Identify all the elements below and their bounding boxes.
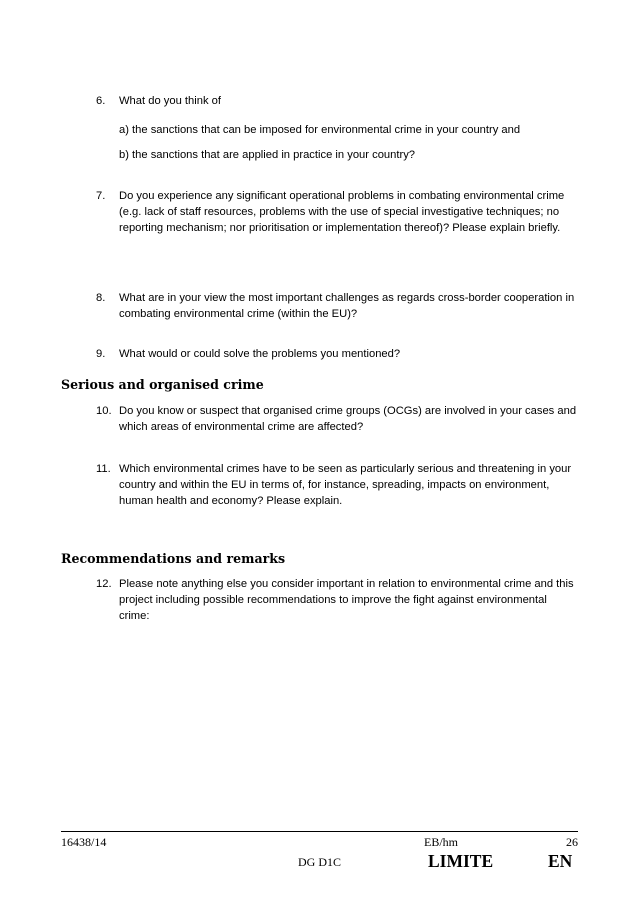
section-heading-recommendations: Recommendations and remarks: [61, 551, 286, 566]
footer-language: EN: [548, 851, 573, 871]
footer-dg: DG D1C: [298, 855, 342, 869]
question-9: [96, 346, 578, 362]
question-text: What do you think of: [119, 95, 221, 107]
footer-page-number: 26: [566, 835, 578, 849]
question-number: 8.: [96, 292, 106, 304]
question-text: What would or could solve the problems you mentioned?: [119, 348, 401, 360]
section-heading-serious-crime: Serious and organised crime: [61, 377, 264, 392]
question-text: What are in your view the most important challenges as regards cross-border cooperation in combating environmental crime (within the EU)?: [119, 292, 575, 320]
question-6-sub-b: b) the sanctions that are applied in practice in your country?: [119, 149, 416, 161]
question-7: [96, 188, 578, 236]
question-text: Which environmental crimes have to be seen as particularly serious and threatening in your country and within the EU in terms of, for instance, spreading, impacts on environment, human health and economy? Please explain.: [119, 463, 572, 507]
question-text: Do you experience any significant operational problems in combating environmental crime (e.g. lack of staff resources, problems with the use of special investigative techniques; no reporting mechanism; nor prioritisation or implementation thereof)? Please explain briefly.: [119, 190, 565, 234]
footer-rule: [61, 831, 578, 832]
question-number: 9.: [96, 348, 106, 360]
question-number: 12.: [96, 578, 112, 590]
footer-limite: LIMITE: [428, 851, 494, 871]
question-number: 10.: [96, 405, 112, 417]
question-6: [96, 93, 578, 109]
question-number: 11.: [96, 463, 111, 475]
question-text: Do you know or suspect that organised crime groups (OCGs) are involved in your cases and which areas of environmental crime are affected?: [119, 405, 577, 433]
question-8: [96, 290, 578, 322]
question-6-sub-a: a) the sanctions that can be imposed for environmental crime in your country and: [119, 124, 521, 136]
question-number: 6.: [96, 95, 106, 107]
question-12: [96, 576, 578, 624]
question-10: [96, 403, 578, 435]
footer-doc-number: 16438/14: [61, 835, 107, 849]
question-11: [96, 461, 578, 509]
question-number: 7.: [96, 190, 106, 202]
question-text: Please note anything else you consider important in relation to environmental crime and this project including possible recommendations to improve the fight against environmental crime:: [119, 578, 574, 622]
footer-initials: EB/hm: [424, 835, 459, 849]
